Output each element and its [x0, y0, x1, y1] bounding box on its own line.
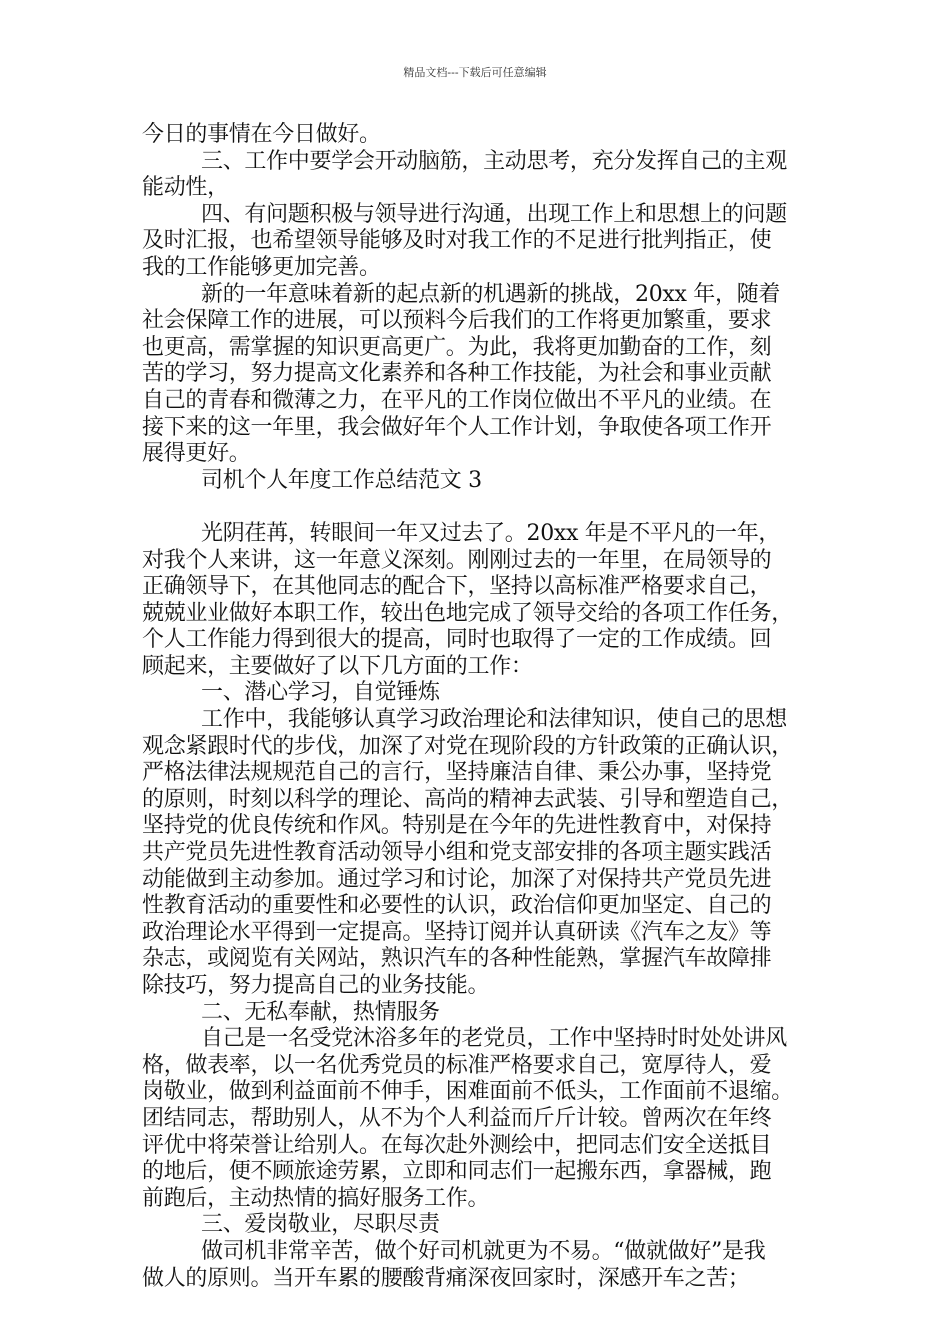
text-line: 性教育活动的重要性和必要性的认识，政治信仰更加坚定、自己的: [142, 893, 772, 919]
text-line: 顾起来，主要做好了以下几方面的工作：: [142, 653, 533, 679]
text-line: 司机个人年度工作总结范文 3: [201, 467, 482, 493]
text-line: 光阴荏苒，转眼间一年又过去了。20xx 年是不平凡的一年，: [201, 520, 781, 546]
text-line: 我的工作能够更加完善。: [142, 254, 381, 280]
document-body: [142, 122, 810, 1292]
page-header: 精品文档---下载后可任意编辑: [403, 66, 547, 79]
text-line: 个人工作能力得到很大的提高，同时也取得了一定的工作成绩。回: [142, 627, 772, 653]
text-line: 一、潜心学习，自觉锤炼: [201, 680, 440, 706]
text-line: 的地后，便不顾旅途劳累，立即和同志们一起搬东西，拿器械，跑: [142, 1159, 772, 1185]
text-line: 的原则，时刻以科学的理论、高尚的精神去武装、引导和塑造自己，: [142, 786, 794, 812]
text-line: 除技巧，努力提高自己的业务技能。: [142, 973, 490, 998]
text-line: 评优中将荣誉让给别人。在每次赴外测绘中，把同志们安全送抵目: [142, 1132, 772, 1158]
text-line: 工作中，我能够认真学习政治理论和法律知识，使自己的思想: [201, 707, 787, 733]
text-line: 自己是一名受党沐浴多年的老党员，工作中坚持时时处处讲风: [201, 1026, 787, 1052]
text-line: 正确领导下，在其他同志的配合下，坚持以高标准严格要求自己，: [142, 574, 772, 600]
text-line: 团结同志，帮助别人，从不为个人利益而斤斤计较。曾两次在年终: [142, 1105, 772, 1131]
text-line: 对我个人来讲，这一年意义深刻。刚刚过去的一年里，在局领导的: [142, 547, 772, 573]
text-line: 展得更好。: [142, 441, 251, 467]
text-line: 做人的原则。当开车累的腰酸背痛深夜回家时，深感开车之苦；: [142, 1265, 750, 1291]
text-line: 也更高，需掌握的知识更高更广。为此，我将更加勤奋的工作，刻: [142, 334, 772, 360]
text-line: 前跑后，主动热情的搞好服务工作。: [142, 1185, 490, 1211]
text-line: 自己的青春和微薄之力，在平凡的工作岗位做出不平凡的业绩。在: [142, 387, 772, 413]
text-line: 格，做表率，以一名优秀党员的标准严格要求自己，宽厚待人，爱: [142, 1052, 772, 1078]
text-line: 坚持党的优良传统和作风。特别是在今年的先进性教育中，对保持: [142, 813, 772, 839]
text-line: 观念紧跟时代的步伐，加深了对党在现阶段的方针政策的正确认识，: [142, 733, 794, 759]
text-line: 二、无私奉献，热情服务: [201, 999, 440, 1025]
blank-line: [142, 494, 810, 521]
text-line: 动能做到主动参加。通过学习和讨论，加深了对保持共产党员先进: [142, 866, 772, 892]
text-line: 杂志，或阅览有关网站，熟识汽车的各种性能熟，掌握汽车故障排: [142, 946, 772, 972]
text-line: 社会保障工作的进展，可以预料今后我们的工作将更加繁重，要求: [142, 308, 772, 334]
text-line: 三、工作中要学会开动脑筋，主动思考，充分发挥自己的主观: [201, 148, 787, 174]
text-line: 能动性，: [142, 175, 229, 201]
text-line: 四、有问题积极与领导进行沟通，出现工作上和思想上的问题: [201, 201, 787, 227]
text-line: 新的一年意味着新的起点新的机遇新的挑战，20xx 年，随着: [201, 281, 781, 307]
text-line: 及时汇报，也希望领导能够及时对我工作的不足进行批判指正，使: [142, 228, 772, 254]
text-line: 严格法律法规规范自己的言行，坚持廉洁自律、秉公办事，坚持党: [142, 760, 772, 786]
text-line: 政治理论水平得到一定提高。坚持订阅并认真研读《汽车之友》等: [142, 919, 772, 945]
text-line: 共产党员先进性教育活动领导小组和党支部安排的各项主题实践活: [142, 840, 772, 866]
text-line: 三、爱岗敬业，尽职尽责: [201, 1212, 440, 1238]
text-line: 接下来的这一年里，我会做好年个人工作计划，争取使各项工作开: [142, 414, 772, 440]
text-line: 兢兢业业做好本职工作，较出色地完成了领导交给的各项工作任务，: [142, 600, 794, 626]
text-line: 做司机非常辛苦，做个好司机就更为不易。“做就做好”是我: [201, 1238, 766, 1264]
text-line: 苦的学习，努力提高文化素养和各种工作技能，为社会和事业贡献: [142, 361, 772, 387]
text-line: 今日的事情在今日做好。: [142, 122, 381, 147]
text-line: 岗敬业，做到利益面前不伸手，困难面前不低头，工作面前不退缩。: [142, 1079, 794, 1105]
